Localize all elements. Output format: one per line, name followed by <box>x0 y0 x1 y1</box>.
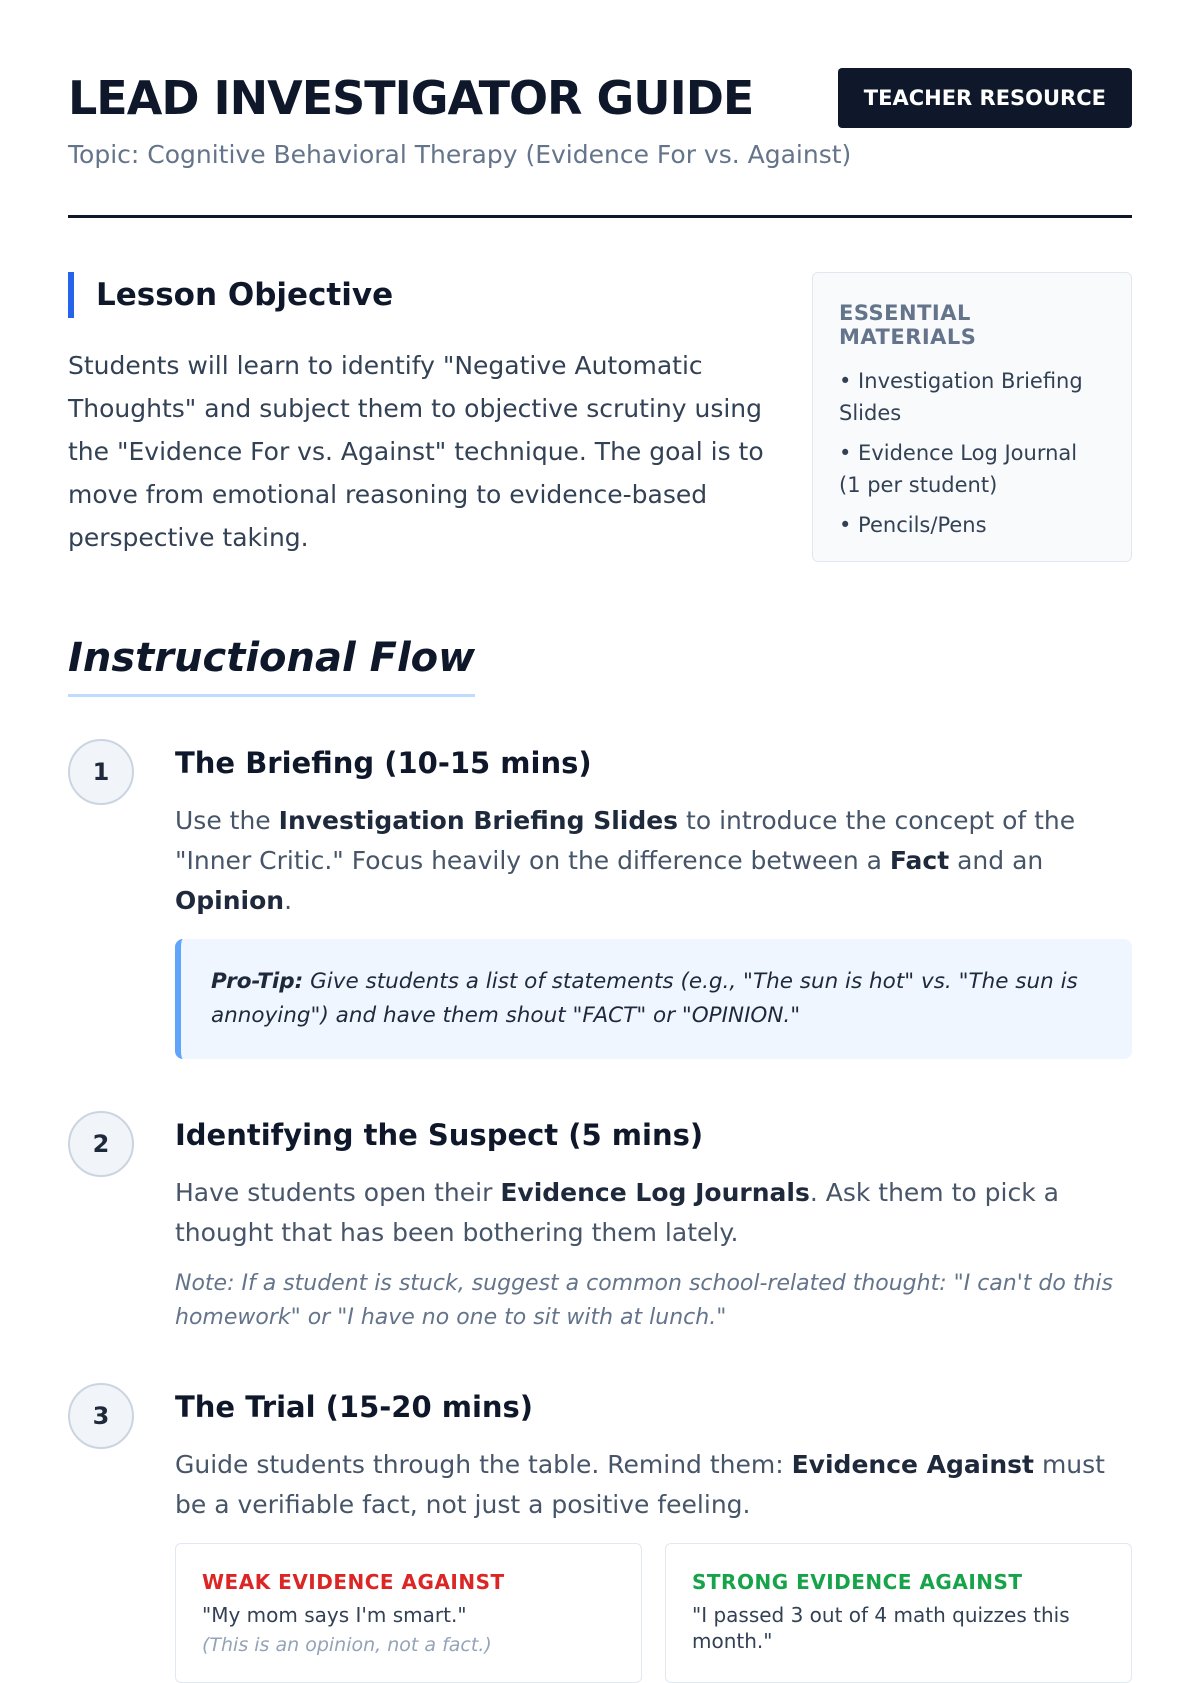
step-text <box>175 801 1132 921</box>
text-run: must be a verifiable fact, not just a positive feeling. <box>175 1450 1105 1519</box>
weak-evidence-quote: "My mom says I'm smart." <box>202 1603 467 1627</box>
step-title: The Briefing (10-15 mins) <box>175 746 592 780</box>
text-run: Use the <box>175 806 279 835</box>
strong-evidence-quote: "I passed 3 out of 4 math quizzes this month." <box>692 1603 1070 1653</box>
objective-section <box>68 272 1132 562</box>
step-number: 3 <box>68 1383 134 1449</box>
text-run: . Ask them to pick a thought that has been bothering them lately. <box>175 1178 1059 1247</box>
weak-evidence-card <box>175 1543 642 1683</box>
weak-evidence-label: WEAK EVIDENCE AGAINST <box>202 1570 505 1594</box>
objective-text: Students will learn to identify "Negative Automatic Thoughts" and subject them to objective scrutiny using the "Evidence For vs. Against" technique. The goal is to move from emotional reasoning to evidence-based perspective taking. <box>68 351 764 552</box>
flow-title: Instructional Flow <box>68 630 475 697</box>
text-bold: Fact <box>889 846 950 875</box>
step-2 <box>68 1111 1132 1335</box>
text-bold: Investigation Briefing Slides <box>278 806 679 835</box>
objective-heading: Lesson Objective <box>68 272 768 318</box>
weak-evidence-note: (This is an opinion, not a fact.) <box>202 1634 492 1656</box>
materials-list <box>839 365 1105 541</box>
step-text <box>175 1173 1132 1253</box>
page-title: LEAD INVESTIGATOR GUIDE <box>68 71 754 125</box>
teacher-resource-badge: TEACHER RESOURCE <box>838 68 1132 128</box>
step-number: 2 <box>68 1111 134 1177</box>
materials-item: • Evidence Log Journal (1 per student) <box>839 441 1078 497</box>
text-bold: Opinion <box>175 886 285 915</box>
evidence-examples <box>175 1543 1132 1683</box>
step-number: 1 <box>68 739 134 805</box>
pro-tip-box <box>175 939 1132 1059</box>
text-run: to introduce the concept of the "Inner Critic." Focus heavily on the difference between a <box>175 806 1076 875</box>
header <box>68 0 1132 218</box>
materials-item: • Investigation Briefing Slides <box>839 369 1083 425</box>
text-run: . <box>284 886 293 915</box>
materials-item: • Pencils/Pens <box>839 513 987 537</box>
step-note: Note: If a student is stuck, suggest a common school-related thought: "I can't do this homework" or "I have no one to sit with at lunch." <box>175 1271 1113 1330</box>
text-run: and an <box>949 846 1044 875</box>
tip-label: Pro-Tip: <box>211 969 304 994</box>
strong-evidence-card <box>665 1543 1132 1683</box>
step-1 <box>68 739 1132 1059</box>
text-bold: Evidence Against <box>791 1450 1034 1479</box>
step-title: The Trial (15-20 mins) <box>175 1390 534 1424</box>
topic-subtitle: Topic: Cognitive Behavioral Therapy (Evidence For vs. Against) <box>68 140 852 169</box>
materials-box <box>812 272 1132 562</box>
text-run: Guide students through the table. Remind them: <box>175 1450 792 1479</box>
step-3 <box>68 1383 1132 1683</box>
flow-title-wrap <box>68 630 475 697</box>
strong-evidence-label: STRONG EVIDENCE AGAINST <box>692 1570 1023 1594</box>
materials-title: ESSENTIAL MATERIALS <box>839 301 977 349</box>
step-title: Identifying the Suspect (5 mins) <box>175 1118 704 1152</box>
lesson-objective <box>68 272 768 562</box>
text-run: Have students open their <box>175 1178 501 1207</box>
text-bold: Evidence Log Journals <box>500 1178 810 1207</box>
tip-text: Give students a list of statements (e.g., "The sun is hot" vs. "The sun is annoying") and have them shout "FACT" or "OPINION." <box>211 969 1078 1028</box>
step-text <box>175 1445 1132 1525</box>
